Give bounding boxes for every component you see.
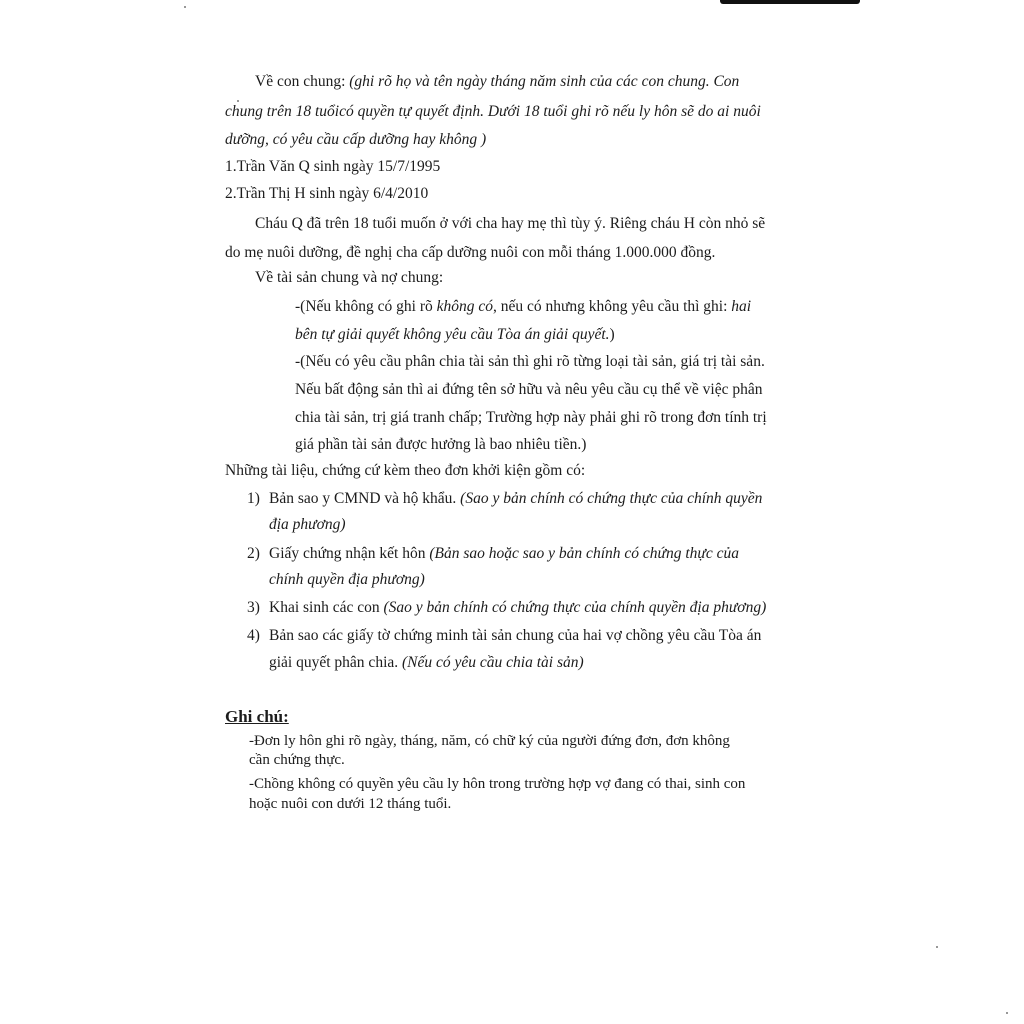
notes-heading: Ghi chú:	[225, 707, 289, 726]
children-intro-line	[255, 72, 739, 92]
assets-bullet-2-cont: Nếu bất động sản thì ai đứng tên sở hữu và nêu yêu cầu cụ thể về việc phân	[295, 381, 763, 398]
children-hint: (ghi rõ họ và tên ngày tháng năm sinh của các con chung. Con	[349, 73, 740, 90]
assets-bullet-1-cont: bên tự giải quyết không yêu cầu Tòa án giải quyết.)	[295, 326, 615, 343]
assets-bullet-2: -(Nếu có yêu cầu phân chia tài sản thì ghi rõ từng loại tài sản, giá trị tài sản.	[295, 353, 765, 370]
scan-edge-mark	[720, 0, 860, 4]
assets-bullet-2-cont: chia tài sản, trị giá tranh chấp; Trường hợp này phải ghi rõ trong đơn tính trị	[295, 409, 767, 426]
document-item: 1) Bản sao y CMND và hộ khẩu. (Sao y bản chính có chứng thực của chính quyền	[247, 490, 763, 507]
note-line: -Đơn ly hôn ghi rõ ngày, tháng, năm, có chữ ký của người đứng đơn, đơn không	[249, 733, 730, 749]
note-line: cần chứng thực.	[249, 752, 345, 768]
assets-bullet-2-cont: giá phần tài sản được hưởng là bao nhiêu tiền.)	[295, 436, 587, 453]
note-line: -Chồng không có quyền yêu cầu ly hôn trong trường hợp vợ đang có thai, sinh con	[249, 776, 746, 792]
child-entry: 2.Trần Thị H sinh ngày 6/4/2010	[225, 185, 429, 202]
document-item: 3) Khai sinh các con (Sao y bản chính có chứng thực của chính quyền địa phương)	[247, 599, 767, 616]
note-line: hoặc nuôi con dưới 12 tháng tuổi.	[249, 796, 452, 812]
scan-speck	[936, 946, 938, 948]
document-item: 2) Giấy chứng nhận kết hôn (Bản sao hoặc sao y bản chính có chứng thực của	[247, 545, 739, 562]
children-label: Về con chung:	[255, 73, 350, 90]
children-paragraph: do mẹ nuôi dưỡng, đề nghị cha cấp dưỡng nuôi con mỗi tháng 1.000.000 đồng.	[225, 244, 716, 261]
children-hint-line: chung trên 18 tuổicó quyền tự quyết định. Dưới 18 tuổi ghi rõ nếu ly hôn sẽ do ai nuôi	[225, 103, 761, 120]
child-entry: 1.Trần Văn Q sinh ngày 15/7/1995	[225, 158, 441, 175]
document-item-cont: giải quyết phân chia. (Nếu có yêu cầu chia tài sản)	[269, 654, 584, 671]
children-paragraph: Cháu Q đã trên 18 tuổi muốn ở với cha hay mẹ thì tùy ý. Riêng cháu H còn nhỏ sẽ	[255, 215, 766, 232]
document-item-cont: chính quyền địa phương)	[269, 571, 425, 588]
document-item-cont: địa phương)	[269, 516, 346, 533]
scan-speck	[1006, 1012, 1008, 1014]
documents-intro: Những tài liệu, chứng cứ kèm theo đơn khởi kiện gồm có:	[225, 462, 586, 479]
children-hint-line: dưỡng, có yêu cầu cấp dưỡng hay không )	[225, 131, 487, 148]
scan-speck	[184, 6, 186, 8]
assets-bullet-1: -(Nếu không có ghi rõ không có, nếu có nhưng không yêu cầu thì ghi: hai	[295, 298, 752, 315]
document-item: 4) Bản sao các giấy tờ chứng minh tài sản chung của hai vợ chồng yêu cầu Tòa án	[247, 627, 762, 644]
assets-label: Về tài sản chung và nợ chung:	[255, 269, 444, 286]
